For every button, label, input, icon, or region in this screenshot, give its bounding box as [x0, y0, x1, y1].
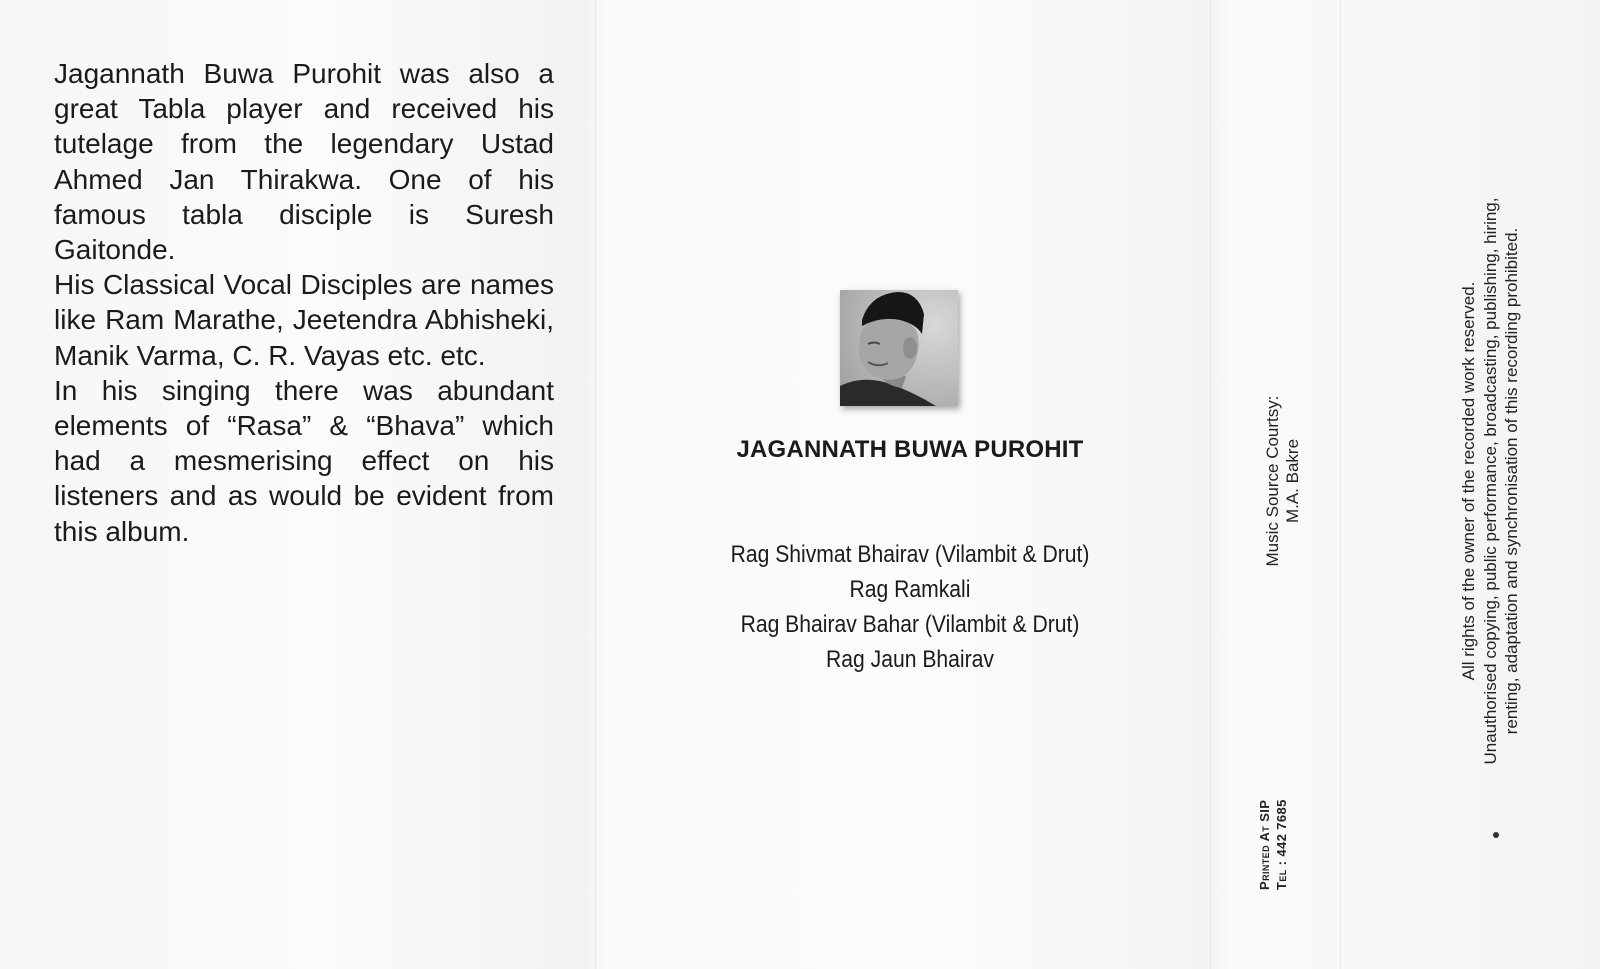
biography-text [54, 56, 554, 549]
artist-name: JAGANNATH BUWA PUROHIT [736, 436, 1084, 463]
music-source-credit [1263, 381, 1303, 581]
track-item: Rag Shivmat Bhairav (Vilambit & Drut) [730, 541, 1090, 568]
bio-paragraph: His Classical Vocal Disciples are names like Ram Marathe, Jeetendra Abhisheki, Manik Varma, C. R. Vayas etc. etc. [54, 269, 554, 371]
track-list [655, 537, 1165, 677]
rights-line: All rights of the owner of the recorded work reserved. [1459, 281, 1478, 681]
rights-line: renting, adaptation and synchronisation of this recording prohibited. [1502, 227, 1521, 735]
artist-portrait [840, 290, 958, 406]
panel-fold-1 [595, 0, 596, 969]
printer-info [1256, 799, 1290, 890]
bio-paragraph: Jagannath Buwa Purohit was also a great Tabla player and received his tutelage from the legendary Ustad Ahmed Jan Thirakwa. One of his famous tabla disciple is Suresh Gaitonde. [54, 58, 554, 266]
portrait-photo-icon [840, 290, 958, 406]
rights-notice [1458, 151, 1523, 811]
track-item: Rag Ramkali [849, 576, 971, 603]
track-item: Rag Jaun Bhairav [826, 646, 994, 673]
rights-line: Unauthorised copying, public performance, broadcasting, publishing, hiring, [1480, 197, 1500, 765]
music-source-label: Music Source Courtsy: [1263, 395, 1282, 567]
printed-at: Printed At SIP [1257, 799, 1272, 890]
bio-paragraph: In his singing there was abundant elements of “Rasa” & “Bhava” which had a mesmerising effect on his listeners and as would be evident from this album. [54, 374, 554, 547]
music-source-name: M.A. Bakre [1283, 438, 1302, 524]
track-item: Rag Bhairav Bahar (Vilambit & Drut) [740, 611, 1080, 638]
panel-fold-2 [1210, 0, 1211, 969]
panel-fold-3 [1340, 0, 1341, 969]
printer-telephone: Tel : 442 7685 [1274, 799, 1289, 890]
bullet-dot-icon [1493, 832, 1499, 838]
